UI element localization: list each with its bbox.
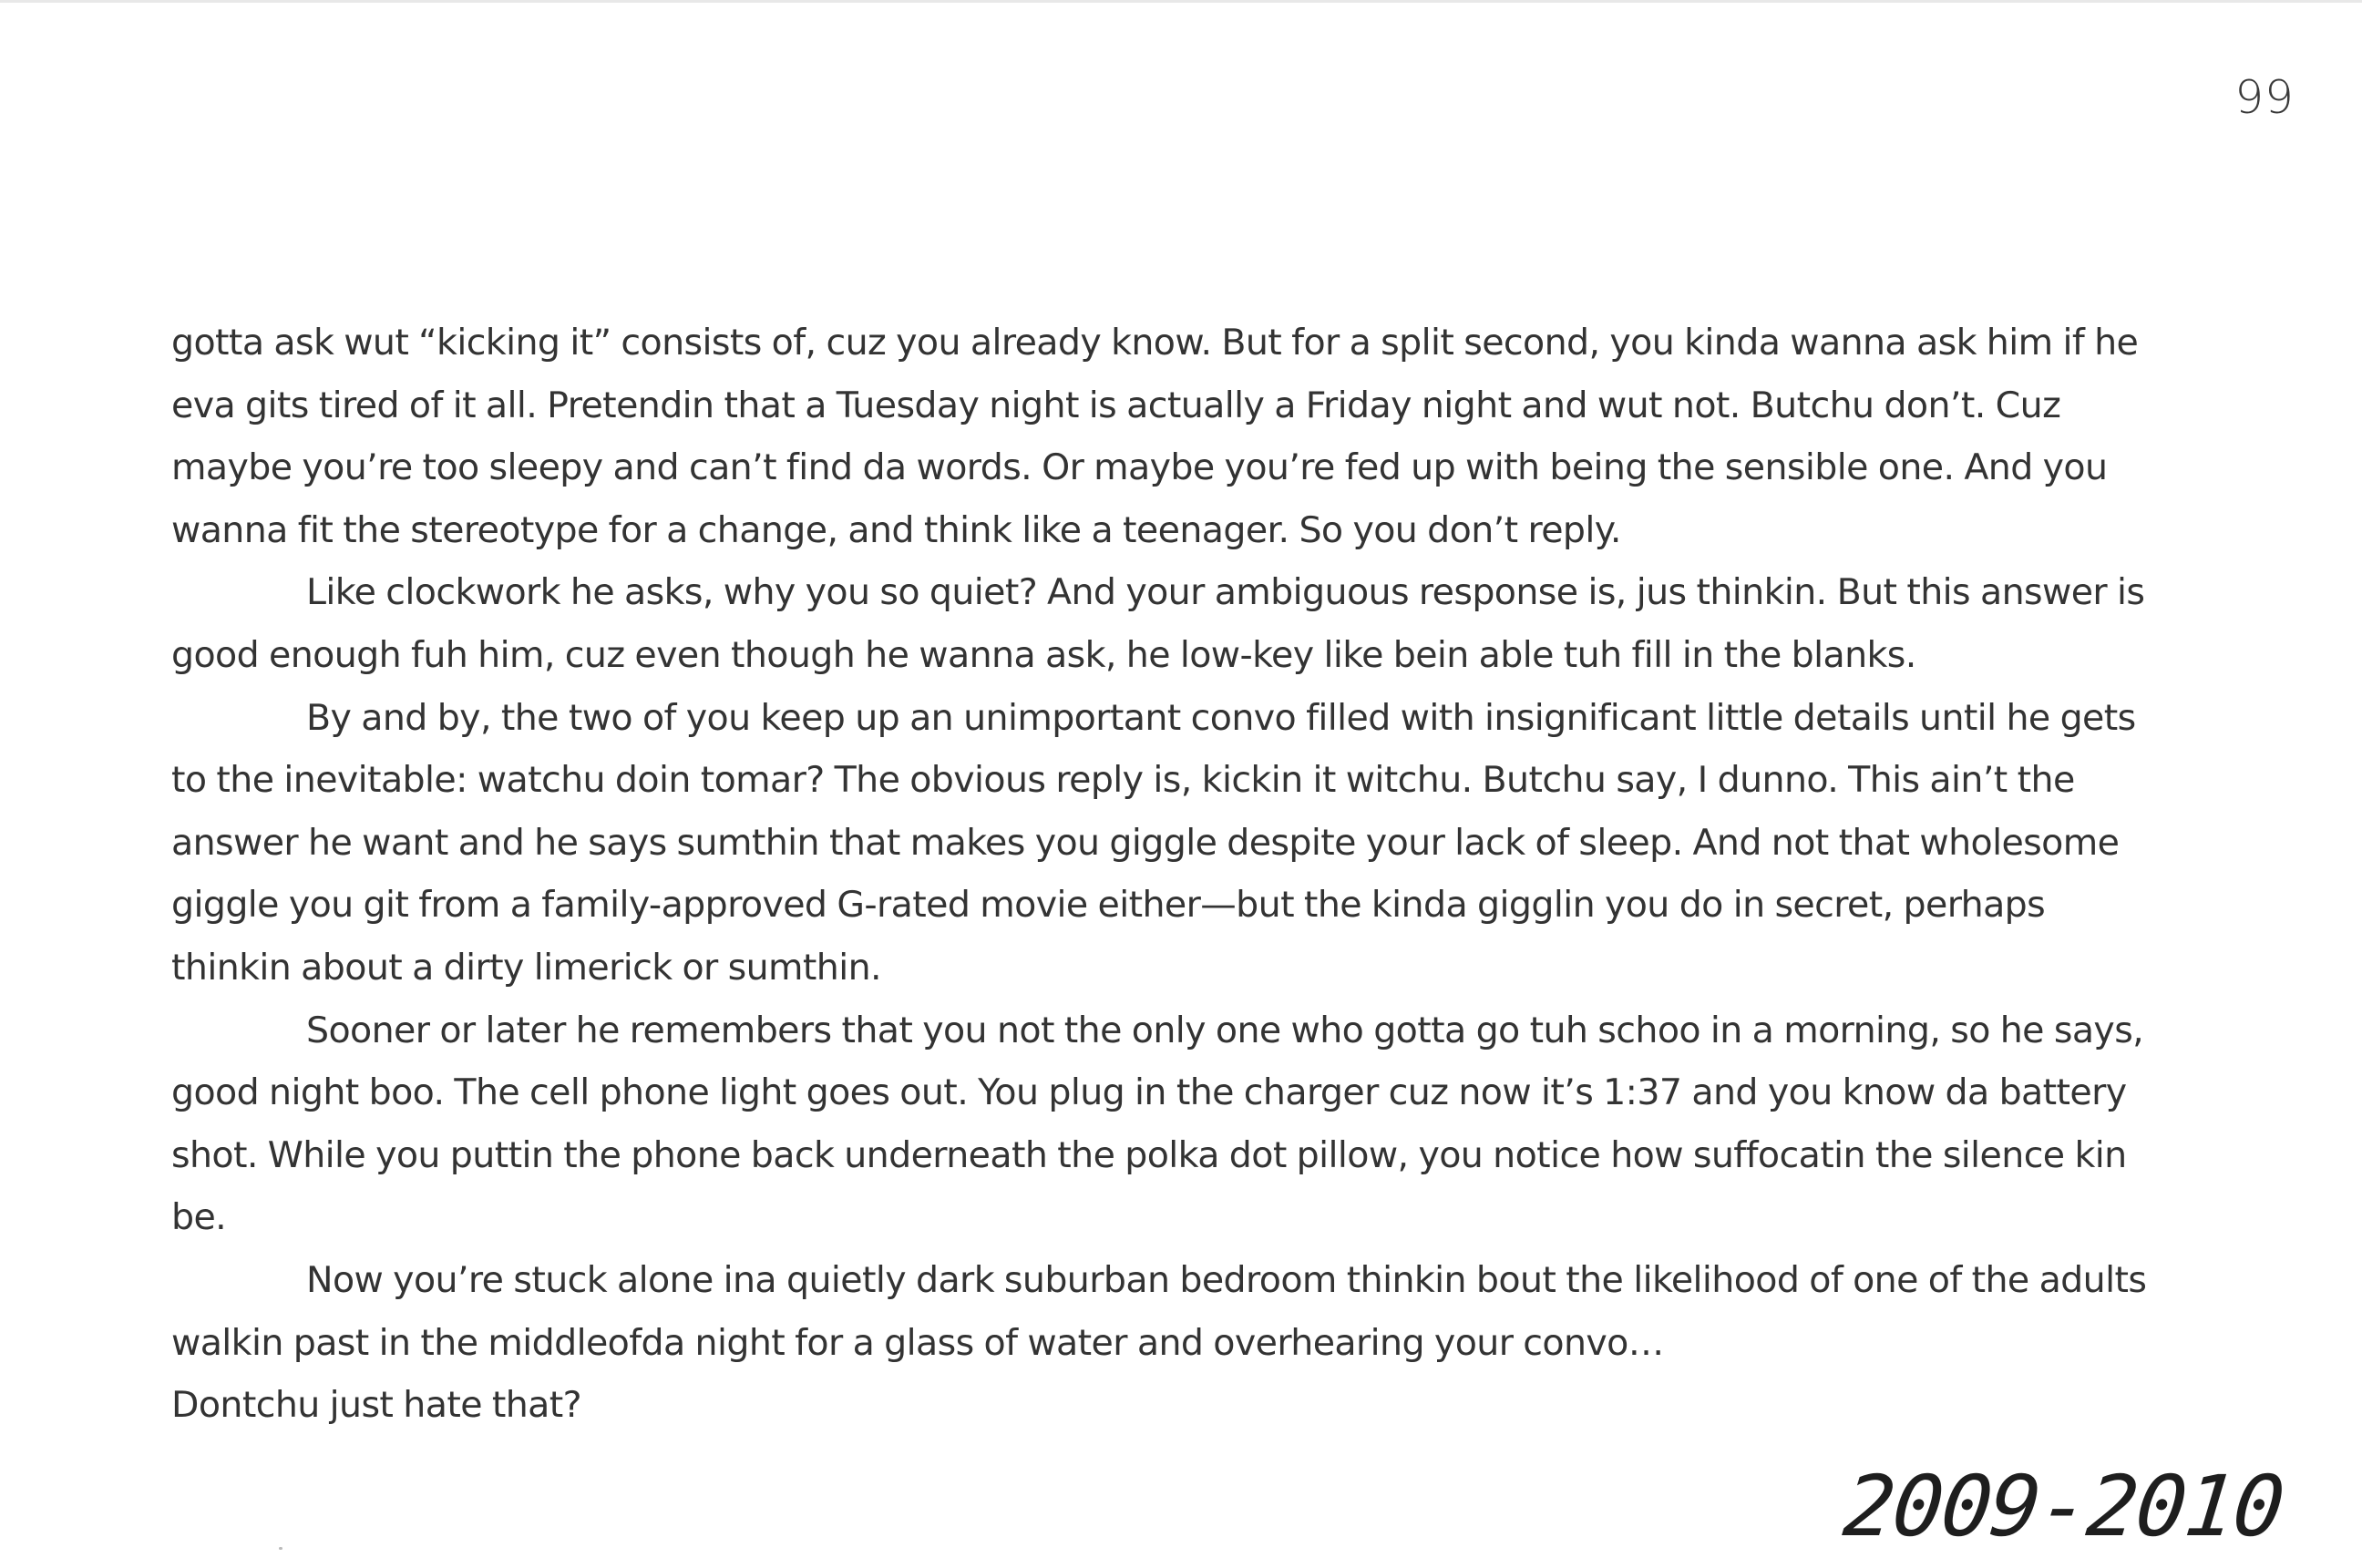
paragraph-5: Now you’re stuck alone ina quietly dark suburban bedroom thinkin bout the likelihood of one of the adults walkin past in the middleofda night for a glass of water and overhearing your convo… <box>171 1258 2147 1364</box>
body-text <box>171 312 2158 1437</box>
paragraph-3: By and by, the two of you keep up an unimportant convo filled with insignificant little details until he gets to the inevitable: watchu doin tomar? The obvious reply is, kickin it witchu. Butchu say, I dunno. This ain’t the answer he want and he says sumthin that makes you giggle despite your lack of sleep. And not that wholesome giggle you git from a family-approved G-rated movie either—but the kinda gigglin you do in secret, perhaps thinkin about a dirty limerick or sumthin. <box>171 696 2136 989</box>
top-edge-rule <box>0 0 2362 3</box>
page-number: 99 <box>2234 71 2295 124</box>
paragraph-2: Like clockwork he asks, why you so quiet? And your ambiguous response is, jus thinkin. But this answer is good enough fuh him, cuz even though he wanna ask, he low-key like bein able tuh fill in the blanks. <box>171 571 2145 676</box>
paragraph-1: gotta ask wut “kicking it” consists of, cuz you already know. But for a split second, you kinda wanna ask him if he eva gits tired of it all. Pretendin that a Tuesday night is actually a Friday night and wut not. Butchu don’t. Cuz maybe you’re too sleepy and can’t find da words. Or maybe you’re fed up with being the sensible one. And you wanna fit the stereotype for a change, and think like a teenager. So you don’t reply. <box>171 322 2139 551</box>
handwritten-year-stamp: 2009-2010 <box>1838 1458 2287 1555</box>
paragraph-4: Sooner or later he remembers that you not the only one who gotta go tuh schoo in a morning, so he says, good night boo. The cell phone light goes out. You plug in the charger cuz now it’s 1:37 and you know da battery shot. While you puttin the phone back underneath the polka dot pillow, you notice how suffocatin the silence kin be. <box>171 1009 2144 1239</box>
paragraph-6: Dontchu just hate that? <box>171 1384 582 1427</box>
paper-speck <box>279 1547 282 1550</box>
